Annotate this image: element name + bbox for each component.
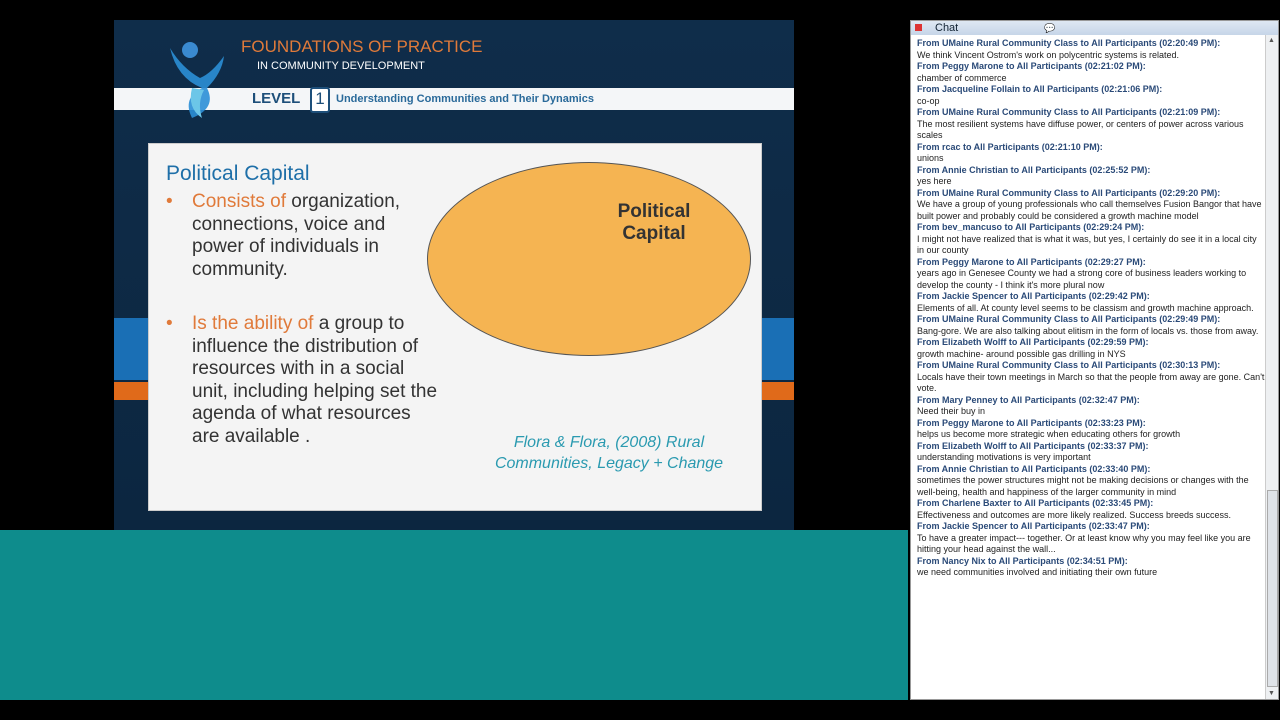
chat-message (917, 142, 1265, 165)
message-text: The most resilient systems have diffuse power, or centers of power across various scales (917, 118, 1244, 140)
message-sender: From bev_mancuso to All Participants (02:29:24 PM): (917, 222, 1145, 232)
message-sender: From UMaine Rural Community Class to All Participants (02:29:20 PM): (917, 187, 1221, 198)
message-text: To have a greater impact--- together. Or at least know why you may feel like you are hitting your head against the wall... (917, 532, 1251, 554)
chat-message (917, 84, 1265, 107)
chat-message (917, 360, 1265, 395)
message-sender: From UMaine Rural Community Class to All Participants (02:20:49 PM): (917, 38, 1221, 48)
chat-message (917, 337, 1265, 360)
message-text: years ago in Genesee County we had a strong core of business leaders working to develop the county - I think it's more plural now (917, 268, 1247, 290)
political-capital-ellipse (427, 162, 751, 356)
message-text: helps us become more strategic when educating others for growth (917, 429, 1181, 439)
bullet-dot: • (166, 191, 173, 212)
message-sender: From Mary Penney to All Participants (02:32:47 PM): (917, 394, 1140, 405)
chat-message (917, 464, 1265, 499)
chat-message (917, 314, 1265, 337)
presentation-slide (114, 20, 794, 530)
course-title: FOUNDATIONS OF PRACTICE (241, 37, 483, 56)
ellipse-label: Political Capital (617, 201, 691, 244)
slide-title: Political Capital (166, 162, 310, 185)
chat-message (917, 107, 1265, 142)
message-text: sometimes the power structures might not be making decisions or changes with the well-being, health and happiness of the larger community in mind (917, 475, 1249, 497)
chat-message (917, 498, 1265, 521)
video-background (0, 530, 908, 700)
message-text: We think Vincent Ostrom's work on polycentric systems is related. (917, 49, 1179, 60)
bullet-1-lead: Consists of (192, 191, 286, 212)
message-sender: From Jacqueline Follain to All Participants (02:21:06 PM): (917, 84, 1163, 94)
chat-panel (910, 20, 1279, 700)
message-sender: From Elizabeth Wolff to All Participants (02:33:37 PM): (917, 440, 1149, 451)
message-text: I might not have realized that is what it was, but yes, I certainly do see it in a local city in our county (917, 233, 1257, 255)
message-text: Need their buy in (917, 406, 986, 416)
chat-message (917, 61, 1265, 84)
message-sender: From rcac to All Participants (02:21:10 PM): (917, 141, 1103, 152)
citation: Flora & Flora, (2008) Rural Communities, Legacy + Change (494, 434, 724, 472)
logo-icon (162, 38, 232, 120)
course-subtitle: IN COMMUNITY DEVELOPMENT (257, 60, 425, 72)
message-sender: From Nancy Nix to All Participants (02:34:51 PM): (917, 555, 1128, 566)
message-sender: From Annie Christian to All Participants (02:25:52 PM): (917, 164, 1151, 175)
message-sender: From Peggy Marone to All Participants (02:21:02 PM): (917, 61, 1146, 71)
chat-message (917, 395, 1265, 418)
message-text: understanding motivations is very important (917, 452, 1091, 462)
chat-title: Chat (935, 22, 959, 34)
chat-message (917, 418, 1265, 441)
level-number: 1 (310, 87, 330, 113)
message-text: yes here (917, 176, 952, 186)
message-sender: From Elizabeth Wolff to All Participants (02:29:59 PM): (917, 337, 1149, 347)
scroll-thumb[interactable] (1267, 490, 1278, 687)
chat-scrollbar[interactable] (1265, 35, 1278, 699)
message-sender: From Annie Christian to All Participants (02:33:40 PM): (917, 463, 1151, 474)
message-sender: From Jackie Spencer to All Participants (02:29:42 PM): (917, 291, 1150, 301)
chat-bubble-icon: 💬 (1044, 23, 1056, 33)
chat-message (917, 165, 1265, 188)
message-text: Elements of all. At county level seems to be classism and growth machine approach. (917, 302, 1254, 313)
bullet-1 (166, 191, 442, 281)
message-text: we need communities involved and initiating their own future (917, 567, 1158, 577)
bullet-2 (166, 313, 442, 448)
message-sender: From Jackie Spencer to All Participants (02:33:47 PM): (917, 521, 1150, 531)
chat-message (917, 222, 1265, 257)
chat-message (917, 257, 1265, 292)
message-text: Bang-gore. We are also talking about elitism in the form of locals vs. those from away. (917, 325, 1259, 336)
scroll-up-icon[interactable]: ▲ (1268, 37, 1275, 44)
level-subtitle: Understanding Communities and Their Dynamics (336, 93, 594, 105)
message-text: unions (917, 153, 944, 163)
message-sender: From Charlene Baxter to All Participants (02:33:45 PM): (917, 498, 1154, 508)
chat-message (917, 291, 1265, 314)
message-sender: From Peggy Marone to All Participants (02:33:23 PM): (917, 417, 1146, 428)
message-text: Locals have their town meetings in March so that the people from away are gone. Can't vote. (917, 371, 1265, 393)
chat-message (917, 188, 1265, 223)
chat-message (917, 441, 1265, 464)
slide-content (148, 143, 762, 511)
bullet-1-text: organization, connections, voice and power of individuals in community. (192, 191, 401, 280)
bullet-2-text: a group to influence the distribution of resources with in a social unit, including helping set the agenda of what resources are available . (192, 313, 438, 447)
message-text: We have a group of young professionals who call themselves Fusion Bangor that have built power and probably could be considered a growth machine model (917, 199, 1262, 221)
level-label: LEVEL (252, 90, 301, 107)
message-text: chamber of commerce (917, 72, 1007, 83)
message-sender: From Peggy Marone to All Participants (02:29:27 PM): (917, 256, 1146, 267)
chat-message (917, 38, 1265, 61)
message-sender: From UMaine Rural Community Class to All Participants (02:21:09 PM): (917, 107, 1221, 117)
message-text: Effectiveness and outcomes are more likely realized. Success breeds success. (917, 509, 1231, 520)
message-sender: From UMaine Rural Community Class to All Participants (02:30:13 PM): (917, 360, 1221, 370)
chat-messages (917, 38, 1265, 696)
bullet-dot: • (166, 313, 173, 334)
chat-message (917, 556, 1265, 579)
message-text: co-op (917, 95, 940, 106)
chat-title-bar (911, 21, 1278, 35)
bullet-2-lead: Is the ability of (192, 313, 314, 334)
close-icon[interactable] (915, 24, 922, 31)
chat-message (917, 521, 1265, 556)
message-sender: From UMaine Rural Community Class to All Participants (02:29:49 PM): (917, 314, 1221, 324)
scroll-down-icon[interactable]: ▼ (1268, 690, 1275, 697)
message-text: growth machine- around possible gas drilling in NYS (917, 348, 1126, 359)
